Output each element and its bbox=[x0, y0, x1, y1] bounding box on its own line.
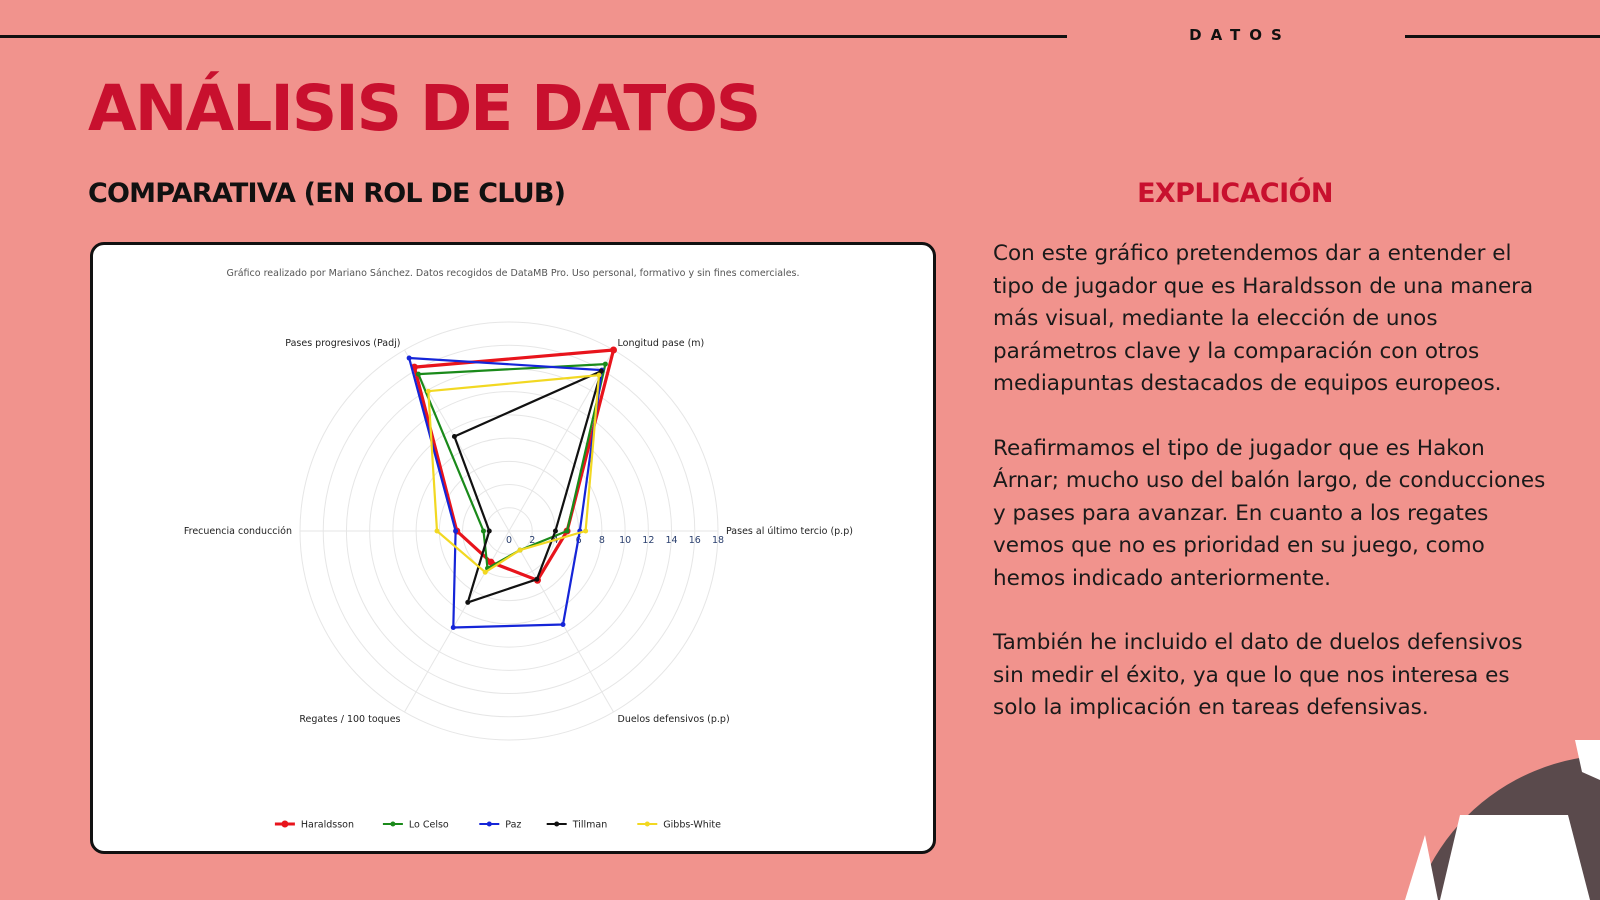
legend-item bbox=[547, 820, 608, 831]
series-point bbox=[483, 570, 488, 575]
axis-label: Pases al último tercio (p.p) bbox=[726, 526, 853, 537]
page-title: ANÁLISIS DE DATOS bbox=[88, 72, 760, 145]
explanation-title: EXPLICACIÓN bbox=[1137, 178, 1333, 209]
series-point bbox=[452, 434, 457, 439]
series-point bbox=[451, 625, 456, 630]
radial-tick-label: 18 bbox=[711, 535, 725, 546]
series-point bbox=[518, 548, 523, 553]
series-point bbox=[603, 362, 608, 367]
series-point bbox=[596, 373, 601, 378]
radial-tick-label: 6 bbox=[575, 535, 582, 546]
series-point bbox=[565, 529, 570, 534]
legend-label: Lo Celso bbox=[408, 819, 449, 831]
radial-tick-label: 16 bbox=[688, 535, 701, 546]
radial-tick-label: 4 bbox=[552, 535, 559, 546]
radial-tick-label: 8 bbox=[598, 535, 605, 546]
explanation-paragraph-2: Reafirmamos el tipo de jugador que es Hakon Árnar; mucho uso del balón largo, de conducciones y pases para avanzar. En cuanto a los regates vemos que no es prioridad en su juego, como hemos indicado anteriormente. bbox=[993, 435, 1546, 591]
series-point bbox=[435, 529, 440, 534]
radial-tick-label: 0 bbox=[505, 535, 513, 546]
radar-chart-card bbox=[90, 242, 936, 854]
header-rule-left bbox=[0, 35, 1067, 38]
header-rule-right bbox=[1405, 35, 1600, 38]
radial-tick-label: 10 bbox=[619, 535, 632, 546]
legend-marker bbox=[487, 822, 492, 827]
radial-tick-label: 14 bbox=[665, 535, 678, 546]
series-point bbox=[407, 356, 412, 361]
series-point bbox=[560, 622, 565, 627]
radar-series bbox=[407, 347, 617, 631]
legend-item bbox=[275, 820, 354, 831]
legend-item bbox=[383, 820, 449, 831]
series-point bbox=[553, 529, 558, 534]
series-line bbox=[428, 375, 599, 572]
legend-marker bbox=[390, 822, 395, 827]
legend-label: Gibbs-White bbox=[663, 819, 721, 831]
axis-label: Frecuencia conducción bbox=[183, 526, 292, 537]
series-point bbox=[583, 529, 588, 534]
axis-label: Pases progresivos (Padj) bbox=[285, 338, 401, 350]
legend-marker bbox=[645, 822, 650, 827]
explanation-body bbox=[993, 238, 1553, 757]
series-line bbox=[414, 350, 613, 580]
legend-item bbox=[479, 820, 521, 831]
soccer-ball-icon bbox=[1400, 740, 1600, 900]
legend-marker bbox=[554, 822, 559, 827]
chart-section-title: COMPARATIVA (EN ROL DE CLUB) bbox=[88, 178, 566, 209]
legend-marker bbox=[281, 821, 288, 828]
series-point bbox=[416, 372, 421, 377]
series-point bbox=[465, 600, 470, 605]
axis-label: Regates / 100 toques bbox=[299, 713, 401, 725]
series-point bbox=[426, 389, 431, 394]
series-point bbox=[487, 529, 492, 534]
radar-grid bbox=[300, 322, 724, 740]
explanation-paragraph-3: También he incluido el dato de duelos defensivos sin medir el éxito, ya que lo que nos interesa es solo la implicación en tareas defensivas. bbox=[993, 630, 1523, 720]
radial-tick-label: 2 bbox=[529, 535, 536, 546]
legend-item bbox=[637, 820, 721, 831]
legend-label: Haraldsson bbox=[300, 819, 355, 831]
explanation-paragraph-1: Con este gráfico pretendemos dar a entender el tipo de jugador que es Haraldsson de una manera más visual, mediante la elección de unos parámetros clave y la comparación con otros mediapuntas destacados de equipos europeos. bbox=[993, 241, 1534, 396]
radial-tick-label: 12 bbox=[642, 535, 655, 546]
legend-label: Paz bbox=[505, 819, 522, 831]
series-line bbox=[409, 358, 602, 628]
series-point bbox=[534, 577, 539, 582]
chart-title: Gráfico realizado por Mariano Sánchez. Datos recogidos de DataMB Pro. Uso personal, formativo y sin fines comerciales. bbox=[226, 268, 800, 279]
series-point bbox=[453, 529, 458, 534]
legend-label: Tillman bbox=[572, 819, 608, 831]
chart-legend bbox=[275, 820, 721, 831]
series-point bbox=[481, 529, 486, 534]
axis-label: Duelos defensivos (p.p) bbox=[617, 713, 730, 725]
axis-label: Longitud pase (m) bbox=[617, 338, 705, 350]
series-point bbox=[610, 347, 617, 354]
radar-chart bbox=[93, 245, 933, 851]
section-label: DATOS bbox=[1189, 26, 1291, 44]
